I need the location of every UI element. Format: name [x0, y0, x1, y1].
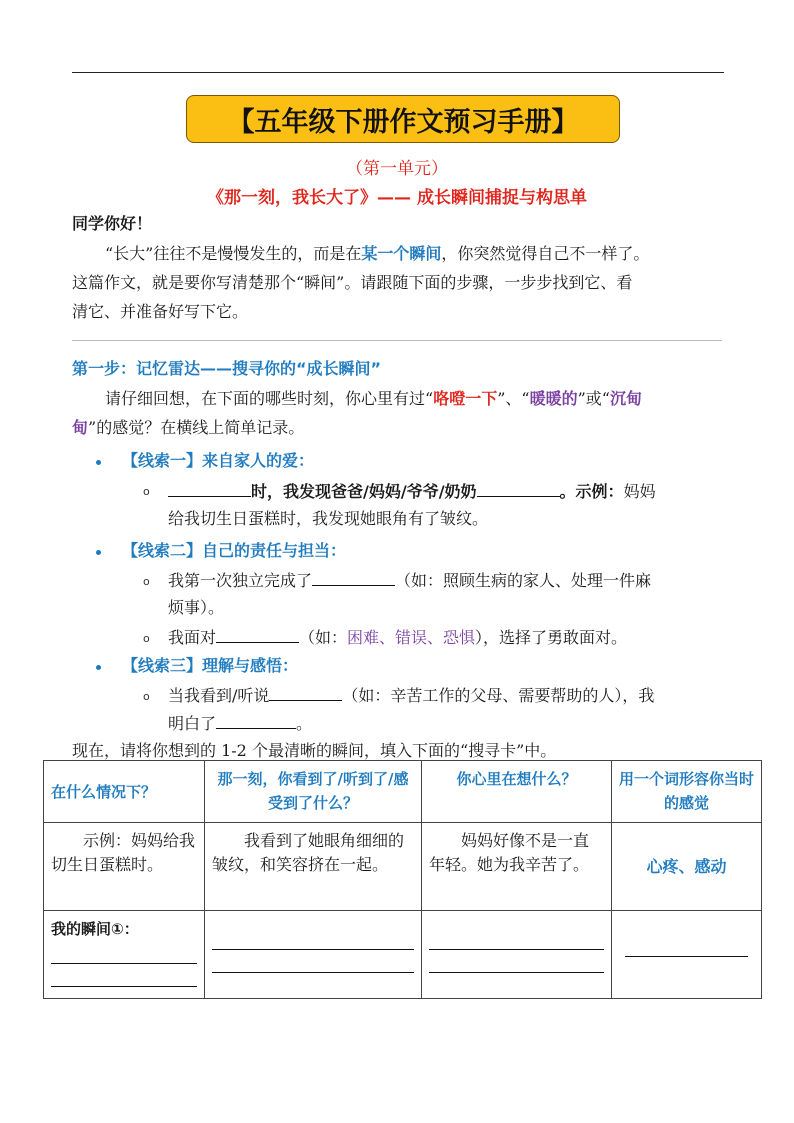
intro-paragraph-line-2: 这篇作文，就是要你写清楚那个“瞬间”。请跟随下面的步骤，一步步找到它、看 — [72, 273, 633, 292]
intro-paragraph-line-1: “长大”往往不是慢慢发生的，而是在某一个瞬间，你突然觉得自己不一样了。 — [105, 244, 650, 263]
clue1-line-1: 时，我发现爸爸/妈妈/爷爷/奶奶 。示例：妈妈 — [168, 481, 656, 502]
mine-label: 我的瞬间①： — [51, 920, 139, 938]
step1-heading: 第一步：记忆雷达——搜寻你的“成长瞬间” — [72, 359, 382, 378]
emphasis-moment: 某一个瞬间 — [361, 244, 442, 263]
header-feeling-word: 用一个词形容你当时的感觉 — [612, 761, 762, 823]
header-perception: 那一刻，你看到了/听到了/感受到了什么？ — [205, 761, 422, 823]
step1-instructions-line-2: 甸”的感觉？在横线上简单记录。 — [72, 418, 305, 437]
bullet-icon — [96, 550, 101, 555]
mine-situation[interactable] — [44, 911, 205, 999]
table-header-row — [44, 761, 762, 823]
mine-perception[interactable] — [205, 911, 422, 999]
clue2-item-a-line-2: 烦事）。 — [168, 598, 225, 617]
section-divider — [72, 340, 722, 341]
mine-thoughts[interactable] — [422, 911, 612, 999]
unit-label: （第一单元） — [346, 159, 448, 179]
intro-paragraph-line-3: 清它、并准备好写下它。 — [72, 302, 249, 321]
blank-line[interactable] — [212, 950, 414, 973]
mine-feeling[interactable] — [612, 911, 762, 999]
clue3-item-a-line-2: 明白了 。 — [168, 714, 313, 733]
example-thoughts: 妈妈好像不是一直年轻。她为我辛苦了。 — [422, 823, 612, 911]
clue1-line-2: 给我切生日蛋糕时，我发现她眼角有了皱纹。 — [168, 509, 489, 528]
blank-line[interactable] — [51, 964, 197, 987]
page-title: 【五年级下册作文预习手册】 — [186, 95, 620, 143]
page-subtitle: 《那一刻，我长大了》—— 成长瞬间捕捉与构思单 — [207, 188, 587, 208]
clue2-item-a-line-1: 我第一次独立完成了 （如：照顾生病的家人、处理一件麻 — [168, 571, 652, 590]
example-perception: 我看到了她眼角细细的皱纹，和笑容挤在一起。 — [205, 823, 422, 911]
blank-line[interactable] — [216, 713, 296, 729]
header-thoughts: 你心里在想什么？ — [422, 761, 612, 823]
card-instruction: 现在，请将你想到的 1-2 个最清晰的瞬间，填入下面的“搜寻卡”中。 — [72, 741, 557, 760]
blank-line[interactable] — [429, 950, 604, 973]
search-card-table — [43, 760, 762, 999]
clue1-label: 【线索一】来自家人的爱： — [122, 451, 315, 470]
emphasis-nuannuan: 暖暖的 — [529, 389, 578, 408]
circle-bullet-icon: o — [143, 575, 150, 588]
emphasis-chendian: 沉甸 — [609, 389, 642, 408]
example-situation: 示例：妈妈给我切生日蛋糕时。 — [44, 823, 205, 911]
clue3-label: 【线索三】理解与感悟： — [122, 656, 299, 675]
header-situation: 在什么情况下？ — [44, 761, 205, 823]
blank-line[interactable] — [312, 570, 395, 586]
circle-bullet-icon: o — [143, 690, 150, 703]
greeting: 同学你好！ — [72, 214, 153, 233]
blank-line[interactable] — [212, 927, 414, 950]
blank-line[interactable] — [51, 941, 197, 964]
table-row-example — [44, 823, 762, 911]
bullet-icon — [96, 460, 101, 465]
circle-bullet-icon: o — [143, 485, 150, 498]
emphasis-dian: 甸 — [72, 418, 89, 437]
step1-instructions-line-1: 请仔细回想，在下面的哪些时刻，你心里有过“咯噔一下”、“暖暖的”或“沉甸 — [105, 389, 642, 408]
bullet-icon — [96, 665, 101, 670]
blank-line[interactable] — [625, 934, 748, 957]
emphasis-gedeng: 咯噔一下 — [433, 389, 498, 408]
blank-line[interactable] — [168, 481, 251, 497]
circle-bullet-icon: o — [143, 632, 150, 645]
clue2-label: 【线索二】自己的责任与担当： — [122, 541, 347, 560]
blank-line[interactable] — [216, 627, 299, 643]
clue3-item-a-line-1: 当我看到/听说 （如：辛苦工作的父母、需要帮助的人），我 — [168, 686, 655, 705]
example-feeling: 心疼、感动 — [612, 823, 762, 911]
blank-line[interactable] — [269, 685, 342, 701]
clue2-item-b: 我面对 （如：困难、错误、恐惧），选择了勇敢面对。 — [168, 628, 628, 647]
top-rule — [72, 72, 724, 73]
blank-line[interactable] — [477, 481, 560, 497]
table-row-mine — [44, 911, 762, 999]
blank-line[interactable] — [429, 927, 604, 950]
emphasis-difficulties: 困难、错误、恐惧 — [347, 628, 476, 647]
